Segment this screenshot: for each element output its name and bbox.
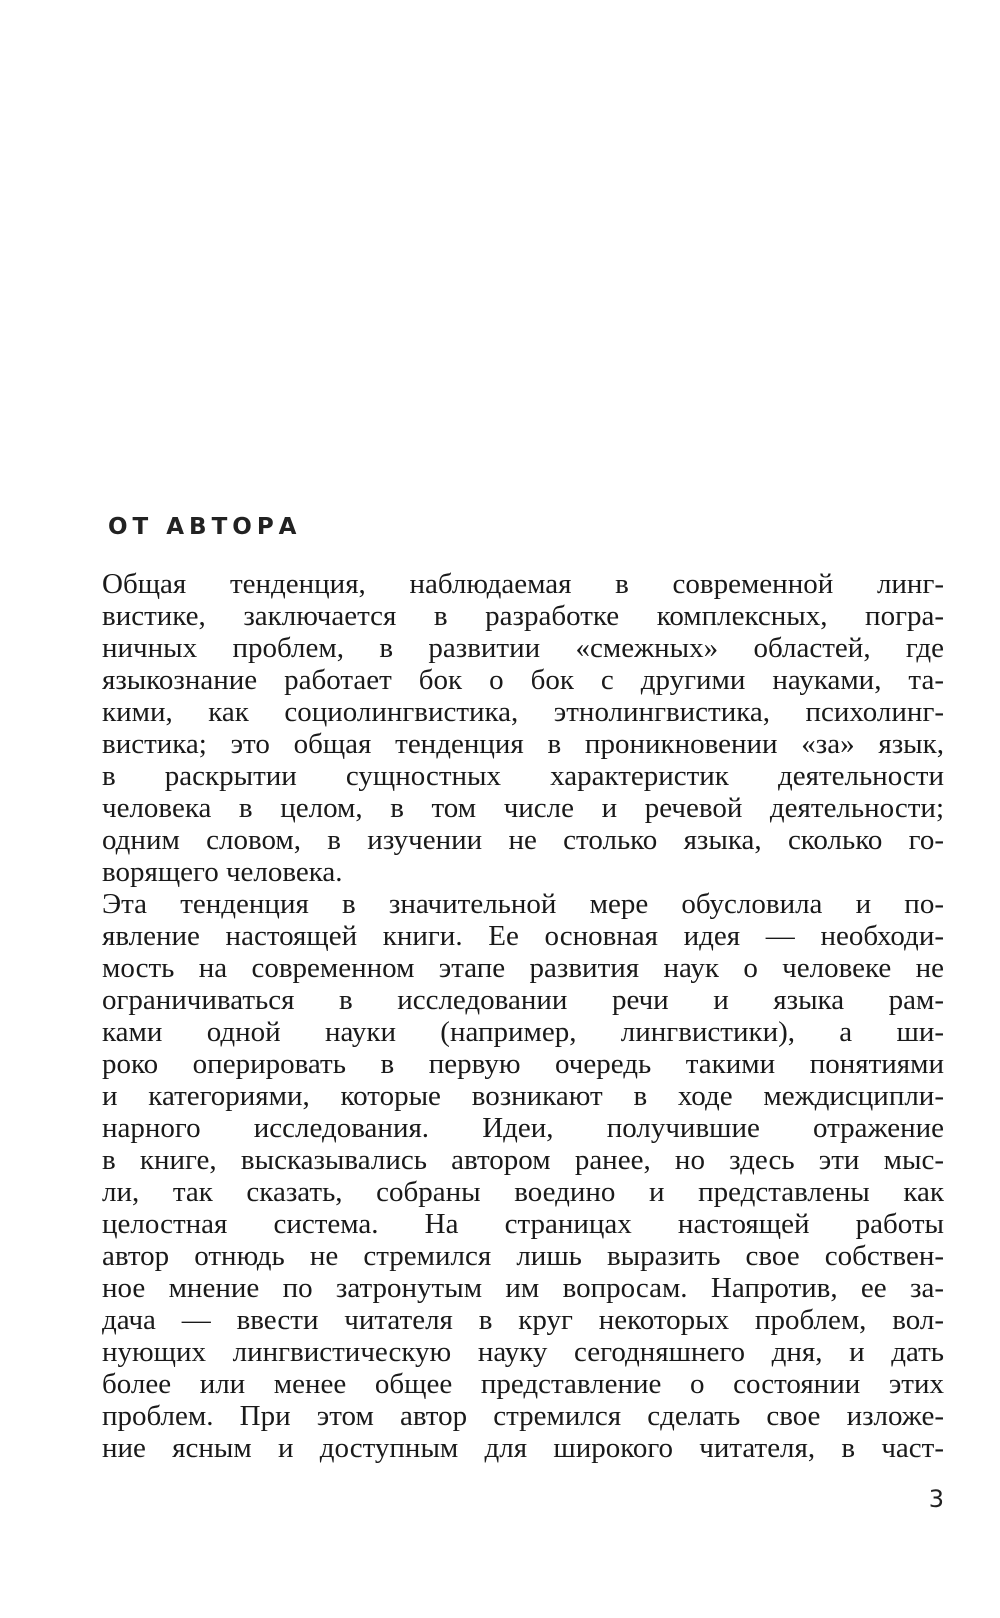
text-line: мость на современном этапе развития наук о человеке не (102, 952, 944, 984)
text-line: ограничиваться в исследовании речи и языка рам- (102, 984, 944, 1016)
body-text (102, 568, 944, 1464)
text-line: в книге, высказывались автором ранее, но здесь эти мыс- (102, 1144, 944, 1176)
text-line: ние ясным и доступным для широкого читателя, в част- (102, 1432, 944, 1464)
text-line: одним словом, в изучении не столько языка, сколько го- (102, 824, 944, 856)
text-line: Эта тенденция в значительной мере обусловила и по- (102, 888, 944, 920)
text-line: кими, как социолингвистика, этнолингвистика, психолинг- (102, 696, 944, 728)
page-number: 3 (928, 1485, 944, 1513)
text-line: в раскрытии сущностных характеристик деятельности (102, 760, 944, 792)
paragraph-2 (102, 888, 944, 1464)
text-line: ворящего человека. (102, 856, 343, 888)
text-line: более или менее общее представление о состоянии этих (102, 1368, 944, 1400)
text-line: проблем. При этом автор стремился сделать свое изложе- (102, 1400, 944, 1432)
text-line: ли, так сказать, собраны воедино и представлены как (102, 1176, 944, 1208)
text-line: дача — ввести читателя в круг некоторых проблем, вол- (102, 1304, 944, 1336)
text-line: ками одной науки (например, лингвистики), а ши- (102, 1016, 944, 1048)
text-line: ное мнение по затронутым им вопросам. Напротив, ее за- (102, 1272, 944, 1304)
paragraph-1 (102, 568, 944, 888)
text-line: языкознание работает бок о бок с другими науками, та- (102, 664, 944, 696)
text-line: целостная система. На страницах настоящей работы (102, 1208, 944, 1240)
text-line: нарного исследования. Идеи, получившие отражение (102, 1112, 944, 1144)
text-line: человека в целом, в том числе и речевой деятельности; (102, 792, 944, 824)
text-line: и категориями, которые возникают в ходе междисципли- (102, 1080, 944, 1112)
text-line: вистика; это общая тенденция в проникновении «за» язык, (102, 728, 944, 760)
section-heading: ОТ АВТОРА (108, 514, 302, 540)
text-line: вистике, заключается в разработке комплексных, погра- (102, 600, 944, 632)
text-line: нующих лингвистическую науку сегодняшнего дня, и дать (102, 1336, 944, 1368)
text-line: ничных проблем, в развитии «смежных» областей, где (102, 632, 944, 664)
text-line: роко оперировать в первую очередь такими понятиями (102, 1048, 944, 1080)
text-line: явление настоящей книги. Ее основная идея — необходи- (102, 920, 944, 952)
text-line: автор отнюдь не стремился лишь выразить свое собствен- (102, 1240, 944, 1272)
text-line: Общая тенденция, наблюдаемая в современной линг- (102, 568, 944, 600)
